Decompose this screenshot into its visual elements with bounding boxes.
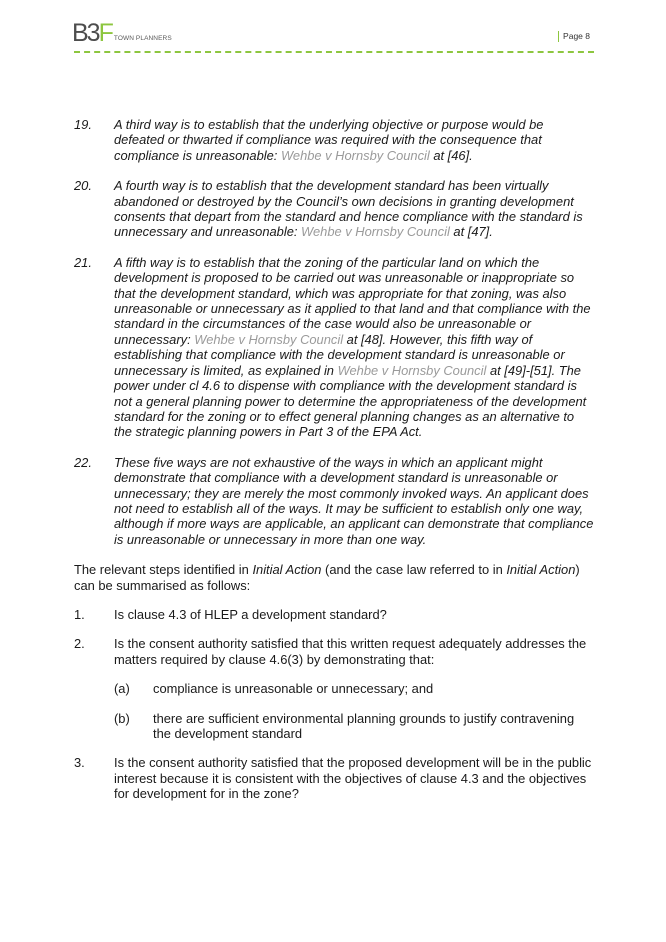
document-body (74, 117, 594, 816)
case-citation: Wehbe v Hornsby Council (194, 331, 344, 347)
header-divider (74, 51, 594, 53)
substep-item (114, 681, 594, 696)
logo-text: TOWN PLANNERS (113, 35, 172, 42)
step-text: Is the consent authority satisfied that this written request adequately addresses the matters required by clause 4.6(3) by demonstrating that: (114, 636, 587, 667)
paragraph-number: 19. (74, 117, 92, 132)
step-number: 3. (74, 755, 85, 771)
page-header (0, 0, 666, 60)
paragraph-19 (74, 117, 594, 163)
step-text: Is clause 4.3 of HLEP a development standard? (114, 606, 387, 622)
step-number: 2. (74, 636, 85, 652)
paragraph-22 (74, 455, 594, 547)
case-citation: Wehbe v Hornsby Council (301, 224, 450, 240)
paragraph-text: These five ways are not exhaustive of the ways in which an applicant might demonstrate that compliance with a development standard is unreasonable or unnecessary; they are merely the most commonly invoked ways. An applicant does not need to establish all of the ways. It may be sufficient to establish only one way, although if more ways are applicable, an applicant can demonstrate that compliance is unreasonable or unnecessary in more than one way. (114, 454, 594, 547)
paragraph-text: A fourth way is to establish that the development standard has been virtually abandoned or destroyed by the Council’s own decisions in granting development consents that depart from the standard and hence compliance with the standard is unnecessary and unreasonable: Wehbe v Hornsby Council at [47]. (114, 178, 583, 240)
intro-paragraph: The relevant steps identified in Initial Action (and the case law referred to in Initial Action) can be summarised as follows: (74, 562, 580, 593)
step-item (74, 755, 594, 801)
paragraph-text: A third way is to establish that the underlying objective or purpose would be defeated or thwarted if compliance was required with the consequence that compliance is unreasonable: Wehbe v Hornsby Council at [46]. (114, 117, 544, 163)
substep-text: there are sufficient environmental planning grounds to justify contravening the development standard (153, 710, 575, 741)
paragraph-text: A fifth way is to establish that the zoning of the particular land on which the development is proposed to be carried out was unreasonable or inappropriate so that the development standard, which was appropriate for that zoning, was also unreasonable or unnecessary as it applied to that land and that compliance with the standard in the circumstances of the case would also be unreasonable or unnecessary: Wehbe v Hornsby Council at [48]. However, this fifth way of establishing that compliance with the development standard is unreasonable or unnecessary is limited, as explained in Wehbe v Hornsby Council at [49]-[51]. The power under cl 4.6 to dispense with compliance with the development standard is not a general planning power to determine the appropriateness of the development standard for the zoning or to effect general planning changes as an alternative to the strategic planning powers in Part 3 of the EPA Act. (114, 254, 591, 440)
paragraph-21 (74, 255, 594, 440)
paragraph-20 (74, 178, 594, 240)
substep-text: compliance is unreasonable or unnecessary; and (153, 681, 434, 697)
paragraph-number: 20. (74, 178, 92, 194)
paragraph-number: 21. (74, 254, 92, 270)
company-logo (72, 19, 172, 47)
step-item (74, 636, 594, 667)
case-citation: Wehbe v Hornsby Council (280, 147, 430, 163)
step-number: 1. (74, 606, 85, 622)
case-citation: Wehbe v Hornsby Council (337, 362, 487, 378)
step-item (74, 607, 594, 622)
substep-label: (a) (114, 681, 130, 697)
paragraph-number: 22. (74, 454, 92, 470)
substep-label: (b) (114, 710, 130, 726)
substep-item (114, 711, 594, 742)
step-text: Is the consent authority satisfied that the proposed development will be in the public interest because it is consistent with the objectives of clause 4.3 and the objectives for development for in the zone? (114, 755, 592, 802)
logo-mark: B3F (72, 19, 112, 47)
page-number: Page 8 (558, 31, 590, 42)
